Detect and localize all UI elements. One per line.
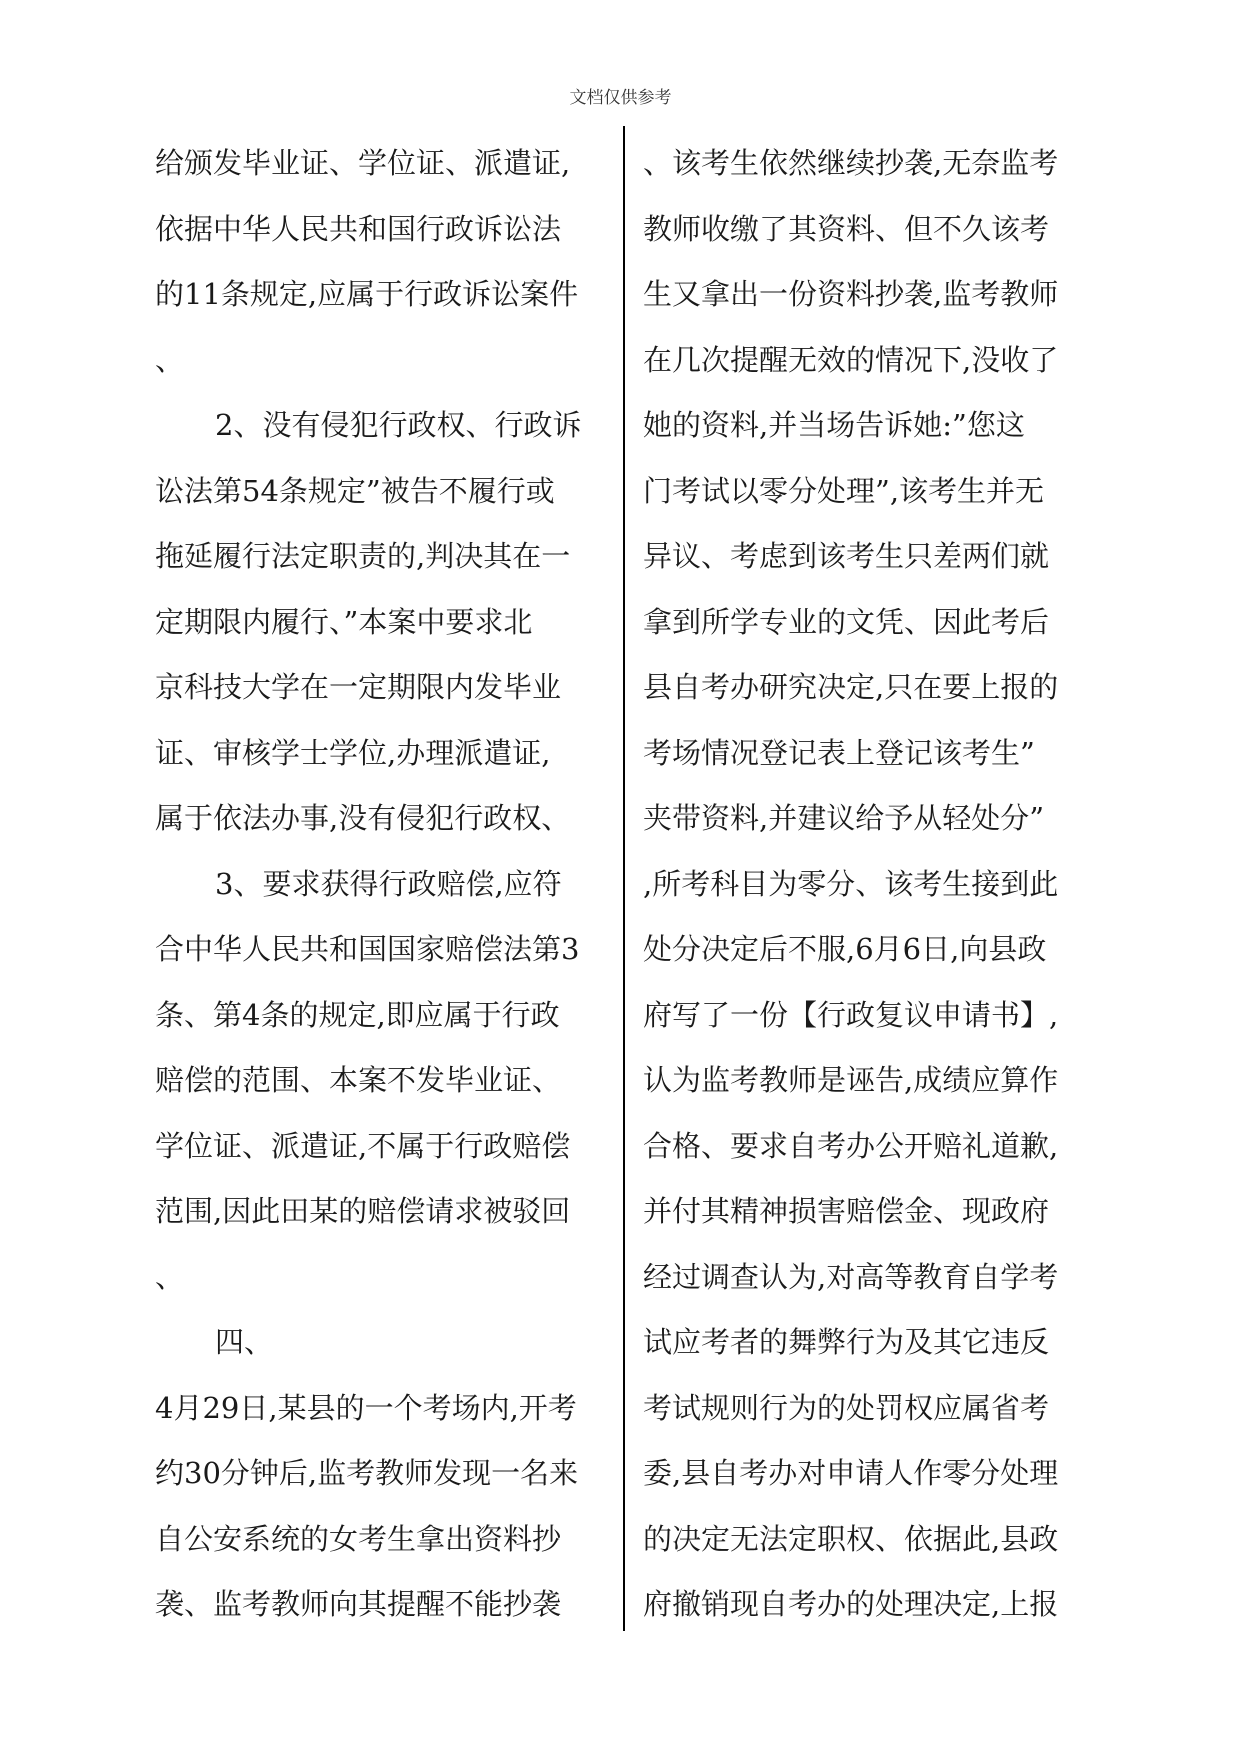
text-line: 考场情况登记表上登记该考生” [643,735,1035,770]
text-line: 府写了一份【行政复议申请书】, [643,997,1059,1032]
text-line: 考试规则行为的处罚权应属省考 [643,1390,1050,1425]
text-line: 定期限内履行、”本案中要求北 [155,604,533,639]
text-line: 的11条规定,应属于行政诉讼案件 [155,277,579,311]
section-heading: 四、 [215,1325,274,1359]
text-line: 自公安系统的女考生拿出资料抄 [155,1521,562,1556]
text-line: 合格、要求自考办公开赔礼道歉, [643,1128,1059,1163]
text-line: 依据中华人民共和国行政诉讼法 [155,211,562,246]
text-line: 委,县自考办对申请人作零分处理 [643,1456,1059,1490]
column-divider [623,126,625,1631]
text-line: 学位证、派遣证,不属于行政赔偿 [155,1128,571,1163]
text-line: 府撤销现自考办的处理决定,上报 [643,1587,1059,1621]
text-line: 范围,因此田某的赔偿请求被驳回 [155,1194,571,1228]
text-line: 约30分钟后,监考教师发现一名来 [155,1456,579,1490]
paragraph-start-line: 2、没有侵犯行政权、行政诉 [215,408,582,442]
text-line: 试应考者的舞弊行为及其它违反 [643,1325,1050,1359]
text-line: 4月29日,某县的一个考场内,开考 [155,1390,577,1425]
text-line: 拖延履行法定职责的,判决其在一 [155,539,571,573]
text-line: 的决定无法定职权、依据此,县政 [643,1521,1059,1556]
text-line: 并付其精神损害赔偿金、现政府 [643,1194,1050,1228]
text-line: 她的资料,并当场告诉她:”您这 [643,408,1025,442]
text-line: 在几次提醒无效的情况下,没收了 [643,342,1059,377]
text-line: 认为监考教师是诬告,成绩应算作 [643,1063,1059,1097]
text-line: 、该考生依然继续抄袭,无奈监考 [643,146,1059,180]
text-line: 拿到所学专业的文凭、因此考后 [643,604,1050,639]
text-line: 证、审核学士学位,办理派遣证, [155,735,551,770]
left-column [155,134,595,1641]
text-line: 经过调查认为,对高等教育自学考 [643,1259,1059,1294]
paragraph-start-line: 3、要求获得行政赔偿,应符 [215,866,562,901]
text-line: 门考试以零分处理”,该考生并无 [643,473,1045,508]
text-line: 属于依法办事,没有侵犯行政权、 [155,801,571,835]
text-line: 条、第4条的规定,即应属于行政 [155,997,560,1032]
text-line: 京科技大学在一定期限内发毕业 [155,670,562,704]
text-line: 异议、考虑到该考生只差两们就 [643,539,1050,573]
text-line: 给颁发毕业证、学位证、派遣证, [155,146,571,180]
text-line: 、 [155,1259,185,1294]
right-column [643,134,1083,1641]
text-line: ,所考科目为零分、该考生接到此 [643,866,1059,901]
text-line: 生又拿出一份资料抄袭,监考教师 [643,277,1059,311]
text-line: 赔偿的范围、本案不发毕业证、 [155,1063,562,1097]
text-line: 夹带资料,并建议给予从轻处分” [643,801,1045,835]
text-line: 、 [155,342,185,377]
text-line: 讼法第54条规定”被告不履行或 [155,473,555,508]
text-line: 县自考办研究决定,只在要上报的 [643,670,1059,704]
page-header: 文档仅供参考 [569,88,672,108]
text-line: 袭、监考教师向其提醒不能抄袭 [155,1587,562,1621]
text-line: 合中华人民共和国国家赔偿法第3 [155,932,580,966]
text-line: 教师收缴了其资料、但不久该考 [643,211,1050,246]
text-line: 处分决定后不服,6月6日,向县政 [643,932,1047,966]
